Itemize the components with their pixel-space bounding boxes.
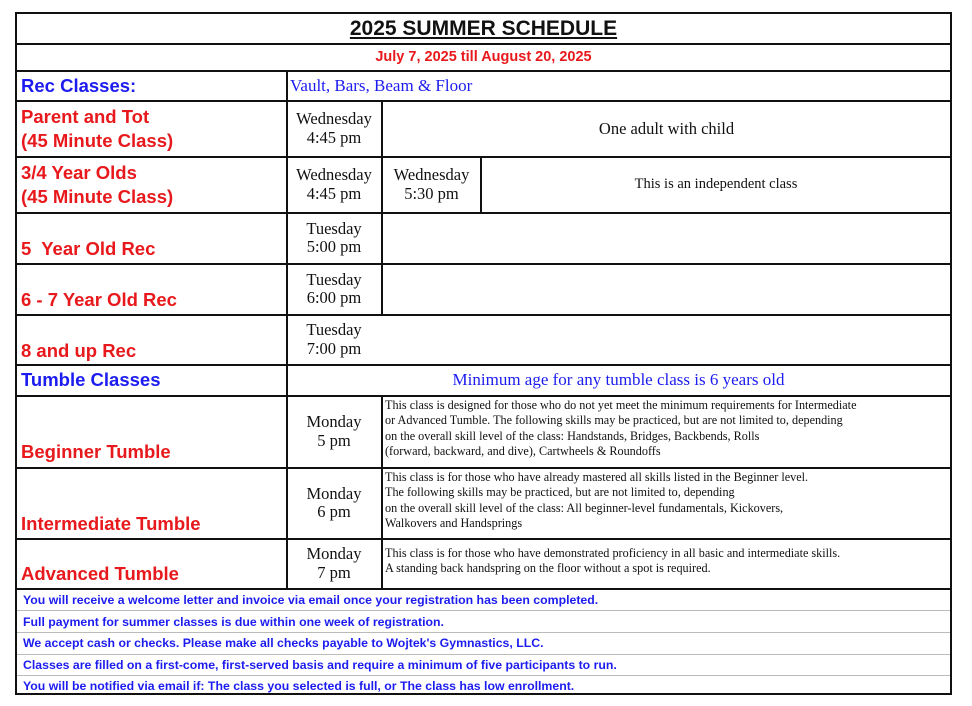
divider	[17, 467, 950, 469]
class-time: Tuesday 5:00 pm	[306, 218, 362, 256]
note-line: We accept cash or checks. Please make all checks payable to Wojtek's Gymnastics, LLC.	[23, 636, 544, 650]
class-name: Parent and Tot (45 Minute Class)	[21, 106, 174, 151]
divider	[17, 654, 950, 655]
note-line: Full payment for summer classes is due within one week of registration.	[23, 615, 444, 629]
page-title: 2025 SUMMER SCHEDULE	[349, 16, 618, 40]
divider	[17, 212, 950, 214]
divider	[17, 314, 950, 316]
divider	[17, 538, 950, 540]
class-description: This class is for those who have already mastered all skills listed in the Beginner level. The following skills may be practiced, but are not limited to, depending on the overall skill level of the class: All beginner-level fundamentals, Kickovers, Walkovers and Handsprings	[385, 470, 809, 531]
class-name: 8 and up Rec	[21, 340, 137, 361]
class-time: Tuesday 7:00 pm	[306, 320, 362, 358]
class-note: One adult with child	[598, 118, 735, 138]
class-time: Monday 6 pm	[306, 483, 362, 521]
date-range: July 7, 2025 till August 20, 2025	[375, 49, 592, 65]
divider	[17, 588, 950, 590]
divider	[17, 395, 950, 397]
tumble-note: Minimum age for any tumble class is 6 years old	[452, 370, 785, 389]
class-description: This class is designed for those who do not yet meet the minimum requirements for Intermediate or Advanced Tumble. The following skills may be practiced, but are not limited to, depending on the overall skill level of the class: Handstands, Bridges, Backbends, Rolls (forward, backward, and dive), Cartwheels & Roundoffs	[385, 398, 857, 459]
tumble-class-name: Advanced Tumble	[21, 563, 179, 584]
class-description: This class is for those who have demonstrated proficiency in all basic and intermediate skills. A standing back handspring on the floor without a spot is required.	[385, 546, 841, 576]
class-time: Wednesday 4:45 pm	[296, 165, 372, 203]
class-time: Monday 5 pm	[306, 412, 362, 450]
tumble-section-label: Tumble Classes	[21, 369, 161, 390]
divider	[17, 632, 950, 633]
class-name: 5 Year Old Rec	[21, 238, 156, 259]
class-name: 6 - 7 Year Old Rec	[21, 289, 177, 310]
note-line: You will be notified via email if: The class you selected is full, or The class has low enrollment.	[23, 679, 575, 693]
class-time: Tuesday 6:00 pm	[306, 269, 362, 307]
column-divider	[381, 395, 383, 588]
class-note: This is an independent class	[634, 176, 798, 192]
divider	[17, 263, 950, 265]
tumble-class-name: Intermediate Tumble	[21, 513, 201, 534]
tumble-class-name: Beginner Tumble	[21, 441, 171, 462]
note-line: You will receive a welcome letter and invoice via email once your registration has been completed.	[23, 593, 599, 607]
schedule-sheet	[15, 12, 952, 695]
class-name: 3/4 Year Olds (45 Minute Class)	[21, 162, 174, 207]
rec-section-label: Rec Classes:	[21, 74, 137, 96]
divider	[17, 610, 950, 611]
divider	[17, 675, 950, 676]
note-line: Classes are filled on a first-come, first-served basis and require a minimum of five participants to run.	[23, 658, 617, 672]
class-time: Wednesday 4:45 pm	[296, 109, 372, 147]
rec-events: Vault, Bars, Beam & Floor	[290, 75, 473, 95]
class-time: Monday 7 pm	[306, 544, 362, 582]
class-time-second: Wednesday 5:30 pm	[393, 165, 470, 203]
